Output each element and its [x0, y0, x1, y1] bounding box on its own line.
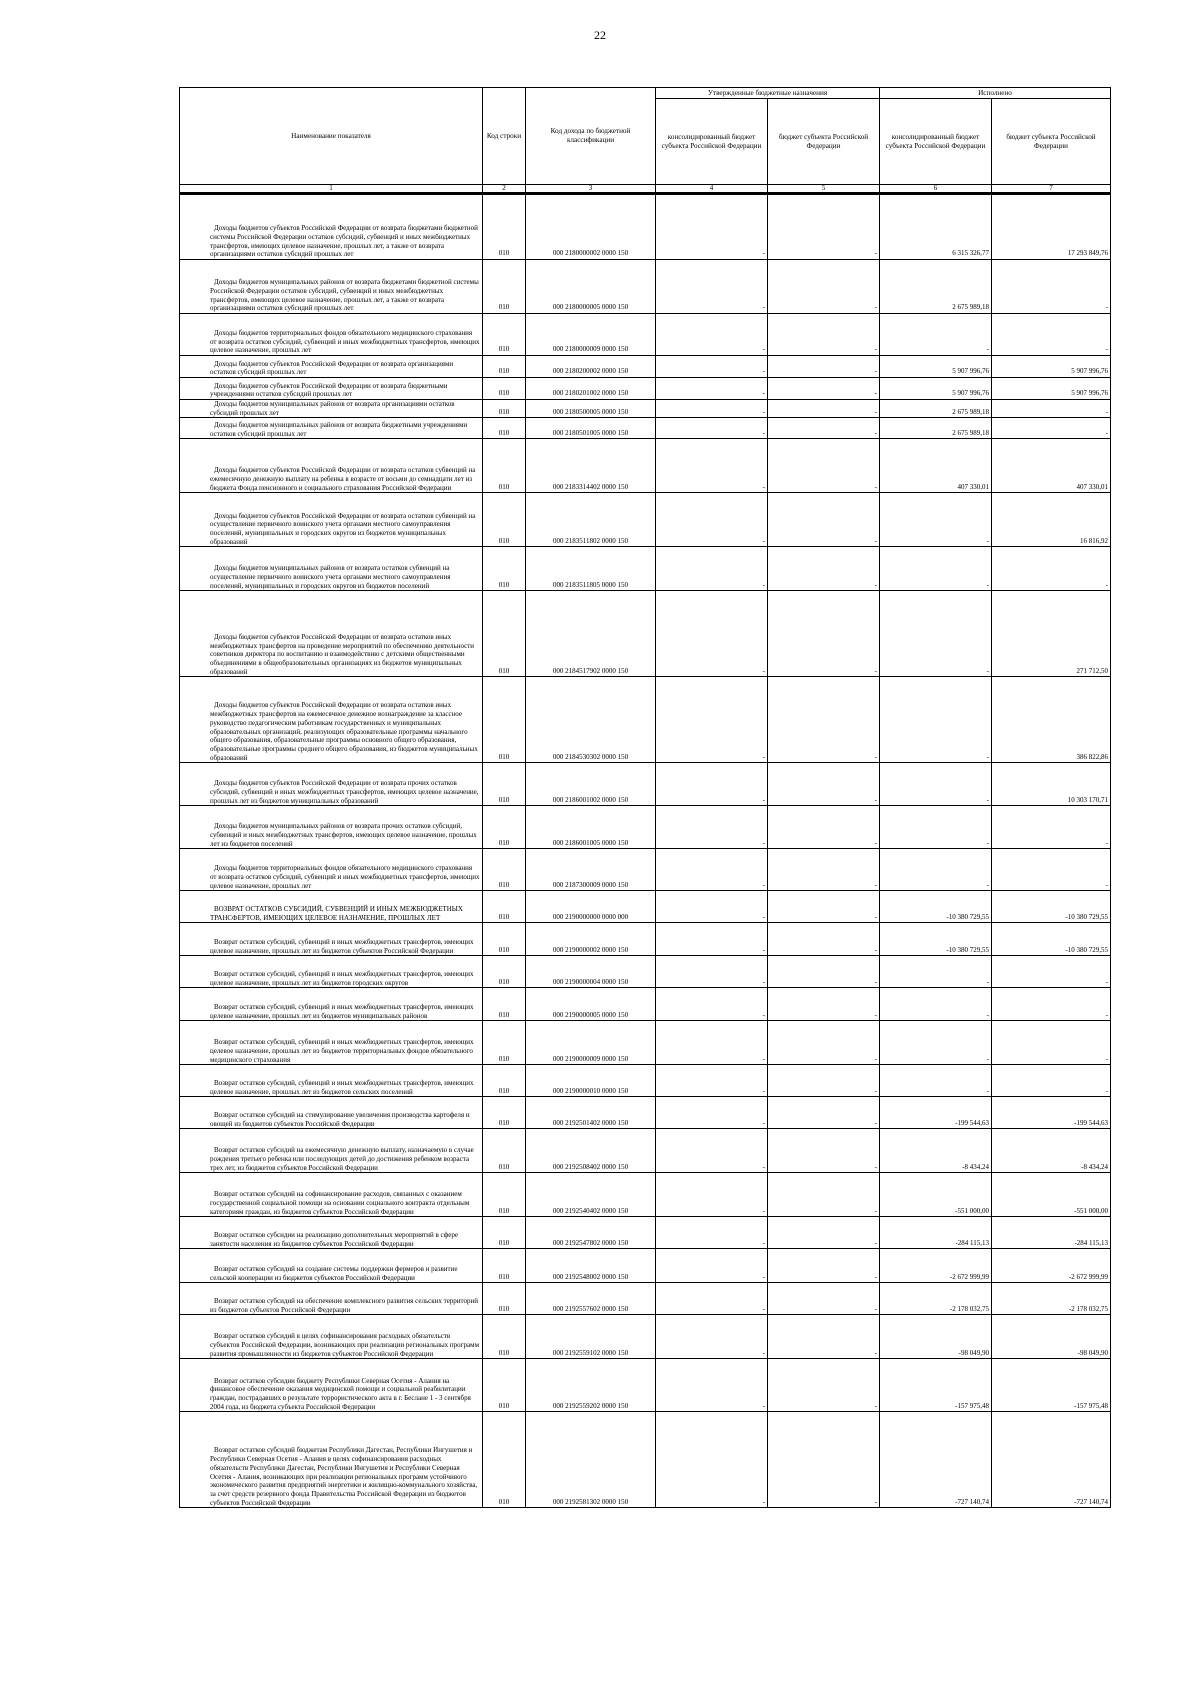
row-name: Доходы бюджетов территориальных фондов обязательного медицинского страхования от возврата остатков субсидий, субвенций и иных межбюджетных трансфертов, имеющих целевое назначение, прошлых лет: [180, 849, 483, 891]
row-executed-subject: 407 330,01: [992, 439, 1111, 493]
row-executed-consolidated: 2 675 989,18: [880, 400, 992, 418]
table-row: [180, 439, 1111, 493]
table-row: [180, 194, 1111, 260]
table-row: [180, 1249, 1111, 1283]
row-approved-subject: -: [768, 988, 880, 1021]
row-approved-consolidated: -: [656, 806, 768, 849]
row-approved-subject: -: [768, 1283, 880, 1315]
row-kbk: 000 2192501402 0000 150: [526, 1097, 656, 1129]
row-approved-consolidated: -: [656, 1359, 768, 1412]
table-row: [180, 1097, 1111, 1129]
row-kbk: 000 2192508402 0000 150: [526, 1129, 656, 1173]
row-name: Доходы бюджетов муниципальных районов от возврата остатков субвенций на осуществление первичного воинского учета органами местного самоуправления поселений, муниципальных и городских округов из бюджетов поселений: [180, 547, 483, 591]
row-approved-consolidated: -: [656, 194, 768, 260]
row-kbk: 000 2190000010 0000 150: [526, 1065, 656, 1097]
row-name: Возврат остатков субсидии бюджету Республики Северная Осетия - Алания на финансовое обеспечение оказания медицинской помощи и социальной реабилитации граждан, пострадавших в результате террористического акта в г. Беслане 1 - 3 сентября 2004 года, из бюджета субъекта Российской Федерации: [180, 1359, 483, 1412]
row-name: Возврат остатков субсидий, субвенций и иных межбюджетных трансфертов, имеющих целевое назначение, прошлых лет из бюджетов городских округов: [180, 956, 483, 988]
row-executed-subject: -: [992, 956, 1111, 988]
row-executed-subject: -: [992, 400, 1111, 418]
row-executed-subject: 17 293 849,76: [992, 194, 1111, 260]
row-name: Возврат остатков субсидий бюджетам Республики Дагестан, Республики Ингушетия и Республики Северная Осетия - Алания в целях софинансирования расходных обязательств Республики Дагестан, Республики Ингушетия и Республики Северная Осетия - Алания, возникающих при реализации региональных программ устойчивого экономического развития предприятий энергетики и жилищно-коммунального хозяйства, за счет средств резервного фонда Правительства Российской Федерации из бюджетов субъектов Российской Федерации: [180, 1412, 483, 1508]
row-line-code: 010: [483, 923, 526, 956]
table-row: [180, 493, 1111, 547]
row-executed-subject: -: [992, 1065, 1111, 1097]
row-approved-subject: -: [768, 763, 880, 806]
row-line-code: 010: [483, 194, 526, 260]
row-executed-consolidated: 407 330,01: [880, 439, 992, 493]
row-approved-consolidated: -: [656, 418, 768, 439]
table-row: [180, 1315, 1111, 1359]
header-approved-consolidated: консолидированный бюджет субъекта Российской Федерации: [656, 99, 768, 185]
row-approved-consolidated: -: [656, 1315, 768, 1359]
row-executed-consolidated: -: [880, 314, 992, 356]
row-line-code: 010: [483, 439, 526, 493]
row-line-code: 010: [483, 677, 526, 763]
row-approved-subject: -: [768, 956, 880, 988]
row-kbk: 000 2180000002 0000 150: [526, 194, 656, 260]
row-name: Возврат остатков субсидий на создание системы поддержки фермеров и развитие сельской кооперации из бюджетов субъектов Российской Федерации: [180, 1249, 483, 1283]
table-row: [180, 378, 1111, 400]
table-row: [180, 1412, 1111, 1508]
row-kbk: 000 2180500005 0000 150: [526, 400, 656, 418]
row-kbk: 000 2183511805 0000 150: [526, 547, 656, 591]
table-row: [180, 400, 1111, 418]
row-executed-consolidated: -199 544,63: [880, 1097, 992, 1129]
row-executed-subject: -: [992, 806, 1111, 849]
row-approved-consolidated: -: [656, 988, 768, 1021]
row-approved-consolidated: -: [656, 1129, 768, 1173]
row-kbk: 000 2184530302 0000 150: [526, 677, 656, 763]
row-approved-subject: -: [768, 260, 880, 314]
row-kbk: 000 2180200002 0000 150: [526, 356, 656, 378]
table-row: [180, 1065, 1111, 1097]
row-approved-subject: -: [768, 1315, 880, 1359]
row-executed-consolidated: -: [880, 849, 992, 891]
table-row: [180, 891, 1111, 923]
row-name: Доходы бюджетов субъектов Российской Федерации от возврата прочих остатков субсидий, субвенций и иных межбюджетных трансфертов, имеющих целевое назначение, прошлых лет из бюджетов муниципальных образований: [180, 763, 483, 806]
row-approved-consolidated: -: [656, 400, 768, 418]
header-executed-consolidated: консолидированный бюджет субъекта Российской Федерации: [880, 99, 992, 185]
row-executed-subject: 5 907 996,76: [992, 378, 1111, 400]
row-approved-consolidated: -: [656, 923, 768, 956]
header-name: Наименование показателя: [180, 88, 483, 185]
row-line-code: 010: [483, 988, 526, 1021]
row-kbk: 000 2187300009 0000 150: [526, 849, 656, 891]
row-approved-subject: -: [768, 806, 880, 849]
row-executed-consolidated: -10 380 729,55: [880, 891, 992, 923]
row-executed-consolidated: -: [880, 591, 992, 677]
row-kbk: 000 2190000005 0000 150: [526, 988, 656, 1021]
table-row: [180, 547, 1111, 591]
row-approved-consolidated: -: [656, 849, 768, 891]
row-kbk: 000 2180501005 0000 150: [526, 418, 656, 439]
row-executed-subject: 5 907 996,76: [992, 356, 1111, 378]
row-name: Доходы бюджетов муниципальных районов от возврата бюджетами бюджетной системы Российской Федерации остатков субсидий, субвенций и иных межбюджетных трансфертов, имеющих целевое назначение, прошлых лет, а также от возврата организациями остатков субсидий прошлых лет: [180, 260, 483, 314]
row-line-code: 010: [483, 400, 526, 418]
row-executed-subject: -98 049,90: [992, 1315, 1111, 1359]
row-line-code: 010: [483, 849, 526, 891]
row-line-code: 010: [483, 891, 526, 923]
row-approved-consolidated: -: [656, 547, 768, 591]
row-approved-subject: -: [768, 356, 880, 378]
row-executed-consolidated: -: [880, 547, 992, 591]
row-name: ВОЗВРАТ ОСТАТКОВ СУБСИДИЙ, СУБВЕНЦИЙ И ИНЫХ МЕЖБЮДЖЕТНЫХ ТРАНСФЕРТОВ, ИМЕЮЩИХ ЦЕЛЕВОЕ НАЗНАЧЕНИЕ, ПРОШЛЫХ ЛЕТ: [180, 891, 483, 923]
row-approved-subject: -: [768, 591, 880, 677]
row-executed-consolidated: 6 315 326,77: [880, 194, 992, 260]
header-executed-subject: бюджет субъекта Российской Федерации: [992, 99, 1111, 185]
row-kbk: 000 2190000004 0000 150: [526, 956, 656, 988]
row-executed-consolidated: -: [880, 806, 992, 849]
table-row: [180, 1283, 1111, 1315]
row-executed-consolidated: 2 675 989,18: [880, 260, 992, 314]
row-line-code: 010: [483, 1217, 526, 1249]
row-approved-subject: -: [768, 194, 880, 260]
row-approved-consolidated: -: [656, 1021, 768, 1065]
row-kbk: 000 2190000009 0000 150: [526, 1021, 656, 1065]
table-row: [180, 806, 1111, 849]
row-line-code: 010: [483, 1283, 526, 1315]
row-name: Возврат остатков субсидий на стимулирование увеличения производства картофеля и овощей из бюджетов субъектов Российской Федерации: [180, 1097, 483, 1129]
row-name: Доходы бюджетов муниципальных районов от возврата бюджетными учреждениями остатков субсидий прошлых лет: [180, 418, 483, 439]
page-number: 22: [594, 28, 606, 42]
row-executed-consolidated: -551 000,00: [880, 1173, 992, 1217]
row-name: Доходы бюджетов субъектов Российской Федерации от возврата остатков субвенций на ежемесячную денежную выплату на ребенка в возрасте от восьми до семнадцати лет из бюджета Фонда пенсионного и социального страхования Российской Федерации: [180, 439, 483, 493]
row-line-code: 010: [483, 1065, 526, 1097]
row-kbk: 000 2180201002 0000 150: [526, 378, 656, 400]
row-executed-consolidated: 2 675 989,18: [880, 418, 992, 439]
row-name: Возврат остатков субсидий на софинансирование расходов, связанных с оказанием государственной социальной помощи на основании социального контракта отдельным категориям граждан, из бюджетов субъектов Российской Федерации: [180, 1173, 483, 1217]
column-number: 3: [526, 185, 656, 194]
row-approved-subject: -: [768, 1249, 880, 1283]
column-number: 5: [768, 185, 880, 194]
row-name: Доходы бюджетов муниципальных районов от возврата прочих остатков субсидий, субвенций и иных межбюджетных трансфертов, имеющих целевое назначение, прошлых лет из бюджетов поселений: [180, 806, 483, 849]
row-executed-subject: -8 434,24: [992, 1129, 1111, 1173]
row-kbk: 000 2180000005 0000 150: [526, 260, 656, 314]
row-approved-subject: -: [768, 1065, 880, 1097]
row-approved-consolidated: -: [656, 378, 768, 400]
row-name: Возврат остатков субсидии на реализацию дополнительных мероприятий в сфере занятости населения из бюджетов субъектов Российской Федерации: [180, 1217, 483, 1249]
row-executed-consolidated: -: [880, 763, 992, 806]
row-executed-subject: -10 380 729,55: [992, 923, 1111, 956]
row-approved-subject: -: [768, 1097, 880, 1129]
row-name: Доходы бюджетов субъектов Российской Федерации от возврата остатков иных межбюджетных трансфертов на ежемесячное денежное вознаграждение за классное руководство педагогическим работникам государственных и муниципальных образовательных организаций, реализующих образовательные программы начального общего образования, образовательные программы основного общего образования, образовательные программы среднего общего образования, из бюджетов муниципальных образований: [180, 677, 483, 763]
row-approved-subject: -: [768, 493, 880, 547]
row-executed-consolidated: -8 434,24: [880, 1129, 992, 1173]
row-executed-subject: -: [992, 849, 1111, 891]
row-approved-consolidated: -: [656, 493, 768, 547]
row-executed-consolidated: -727 140,74: [880, 1412, 992, 1508]
table-row: [180, 956, 1111, 988]
row-line-code: 010: [483, 1249, 526, 1283]
row-name: Доходы бюджетов субъектов Российской Федерации от возврата бюджетными учреждениями остатков субсидий прошлых лет: [180, 378, 483, 400]
row-approved-subject: -: [768, 1217, 880, 1249]
row-line-code: 010: [483, 956, 526, 988]
table-row: [180, 1173, 1111, 1217]
column-number: 6: [880, 185, 992, 194]
table-row: [180, 849, 1111, 891]
row-executed-subject: -: [992, 547, 1111, 591]
table-row: [180, 314, 1111, 356]
table-row: [180, 763, 1111, 806]
table-row: [180, 988, 1111, 1021]
row-kbk: 000 2192559202 0000 150: [526, 1359, 656, 1412]
row-executed-subject: 271 712,50: [992, 591, 1111, 677]
row-line-code: 010: [483, 378, 526, 400]
row-approved-subject: -: [768, 1412, 880, 1508]
row-kbk: 000 2192548002 0000 150: [526, 1249, 656, 1283]
row-approved-consolidated: -: [656, 1249, 768, 1283]
column-number: 2: [483, 185, 526, 194]
row-name: Доходы бюджетов субъектов Российской Федерации от возврата остатков субвенций на осуществление первичного воинского учета органами местного самоуправления поселений, муниципальных и городских округов из бюджетов муниципальных образований: [180, 493, 483, 547]
row-approved-consolidated: -: [656, 891, 768, 923]
row-executed-consolidated: -10 380 729,55: [880, 923, 992, 956]
row-approved-subject: -: [768, 677, 880, 763]
row-executed-consolidated: -284 115,13: [880, 1217, 992, 1249]
row-executed-subject: -284 115,13: [992, 1217, 1111, 1249]
table-row: [180, 1129, 1111, 1173]
row-line-code: 010: [483, 493, 526, 547]
row-line-code: 010: [483, 1315, 526, 1359]
row-kbk: 000 2190000002 0000 150: [526, 923, 656, 956]
row-approved-consolidated: -: [656, 1283, 768, 1315]
row-line-code: 010: [483, 806, 526, 849]
row-executed-consolidated: -: [880, 493, 992, 547]
table-row: [180, 1217, 1111, 1249]
row-name: Доходы бюджетов субъектов Российской Федерации от возврата организациями остатков субсидий прошлых лет: [180, 356, 483, 378]
row-approved-subject: -: [768, 1021, 880, 1065]
row-line-code: 010: [483, 260, 526, 314]
row-kbk: 000 2183511802 0000 150: [526, 493, 656, 547]
row-line-code: 010: [483, 418, 526, 439]
column-number: 4: [656, 185, 768, 194]
row-executed-consolidated: 5 907 996,76: [880, 356, 992, 378]
row-executed-subject: -2 672 999,99: [992, 1249, 1111, 1283]
table-row: [180, 418, 1111, 439]
row-approved-consolidated: -: [656, 356, 768, 378]
row-executed-consolidated: -: [880, 956, 992, 988]
row-approved-consolidated: -: [656, 260, 768, 314]
row-executed-subject: -727 140,74: [992, 1412, 1111, 1508]
row-executed-subject: -10 380 729,55: [992, 891, 1111, 923]
row-executed-consolidated: -: [880, 1065, 992, 1097]
row-approved-subject: -: [768, 1359, 880, 1412]
row-approved-consolidated: -: [656, 314, 768, 356]
row-kbk: 000 2186001005 0000 150: [526, 806, 656, 849]
header-approved-subject: бюджет субъекта Российской Федерации: [768, 99, 880, 185]
row-approved-subject: -: [768, 923, 880, 956]
row-approved-subject: -: [768, 378, 880, 400]
table-row: [180, 1021, 1111, 1065]
row-name: Возврат остатков субсидий, субвенций и иных межбюджетных трансфертов, имеющих целевое назначение, прошлых лет из бюджетов сельских поселений: [180, 1065, 483, 1097]
row-line-code: 010: [483, 763, 526, 806]
table-row: [180, 591, 1111, 677]
row-name: Возврат остатков субсидий, субвенций и иных межбюджетных трансфертов, имеющих целевое назначение, прошлых лет из бюджетов муниципальных районов: [180, 988, 483, 1021]
row-name: Возврат остатков субсидий в целях софинансирования расходных обязательств субъектов Российской Федерации, возникающих при реализации региональных программ развития промышленности из бюджетов субъектов Российской Федерации: [180, 1315, 483, 1359]
row-kbk: 000 2184517902 0000 150: [526, 591, 656, 677]
row-line-code: 010: [483, 1021, 526, 1065]
row-kbk: 000 2192559102 0000 150: [526, 1315, 656, 1359]
row-approved-consolidated: -: [656, 439, 768, 493]
row-executed-subject: -2 178 032,75: [992, 1283, 1111, 1315]
row-name: Доходы бюджетов муниципальных районов от возврата организациями остатков субсидий прошлых лет: [180, 400, 483, 418]
row-line-code: 010: [483, 547, 526, 591]
row-executed-subject: 16 816,92: [992, 493, 1111, 547]
row-approved-consolidated: -: [656, 677, 768, 763]
row-approved-subject: -: [768, 418, 880, 439]
row-executed-subject: -157 975,48: [992, 1359, 1111, 1412]
row-executed-subject: -: [992, 260, 1111, 314]
row-approved-subject: -: [768, 891, 880, 923]
row-name: Доходы бюджетов субъектов Российской Федерации от возврата остатков иных межбюджетных трансфертов на проведение мероприятий по обеспечению деятельности советников директора по воспитанию и взаимодействию с детскими общественными объединениями в общеобразовательных организациях из бюджетов муниципальных образований: [180, 591, 483, 677]
row-executed-subject: -551 000,00: [992, 1173, 1111, 1217]
row-name: Доходы бюджетов субъектов Российской Федерации от возврата бюджетами бюджетной системы Российской Федерации остатков субсидий, субвенций и иных межбюджетных трансфертов, имеющих целевое назначение, прошлых лет, а также от возврата организациями остатков субсидий прошлых лет: [180, 194, 483, 260]
column-number: 1: [180, 185, 483, 194]
row-executed-consolidated: 5 907 996,76: [880, 378, 992, 400]
row-approved-consolidated: -: [656, 1217, 768, 1249]
row-line-code: 010: [483, 591, 526, 677]
row-name: Возврат остатков субсидий, субвенций и иных межбюджетных трансфертов, имеющих целевое назначение, прошлых лет из бюджетов субъектов Российской Федерации: [180, 923, 483, 956]
row-kbk: 000 2183314402 0000 150: [526, 439, 656, 493]
table-row: [180, 356, 1111, 378]
row-executed-subject: -: [992, 314, 1111, 356]
row-approved-subject: -: [768, 1173, 880, 1217]
row-approved-subject: -: [768, 547, 880, 591]
row-line-code: 010: [483, 1173, 526, 1217]
header-group-approved: Утвержденные бюджетные назначения: [656, 88, 880, 99]
row-executed-consolidated: -: [880, 677, 992, 763]
row-name: Доходы бюджетов территориальных фондов обязательного медицинского страхования от возврата остатков субсидий, субвенций и иных межбюджетных трансфертов, имеющих целевое назначение, прошлых лет: [180, 314, 483, 356]
row-kbk: 000 2192557602 0000 150: [526, 1283, 656, 1315]
row-kbk: 000 2192581302 0000 150: [526, 1412, 656, 1508]
row-executed-subject: -: [992, 988, 1111, 1021]
header-group-executed: Исполнено: [880, 88, 1111, 99]
row-executed-consolidated: -2 672 999,99: [880, 1249, 992, 1283]
row-name: Возврат остатков субсидий, субвенций и иных межбюджетных трансфертов, имеющих целевое назначение, прошлых лет из бюджетов территориальных фондов обязательного медицинского страхования: [180, 1021, 483, 1065]
row-line-code: 010: [483, 1129, 526, 1173]
row-executed-consolidated: -: [880, 988, 992, 1021]
row-approved-subject: -: [768, 314, 880, 356]
row-executed-consolidated: -2 178 032,75: [880, 1283, 992, 1315]
row-approved-subject: -: [768, 1129, 880, 1173]
row-executed-subject: -199 544,63: [992, 1097, 1111, 1129]
row-approved-subject: -: [768, 439, 880, 493]
row-approved-consolidated: -: [656, 1065, 768, 1097]
row-executed-consolidated: -98 049,90: [880, 1315, 992, 1359]
row-line-code: 010: [483, 1359, 526, 1412]
row-line-code: 010: [483, 1097, 526, 1129]
header-kbk: Код дохода по бюджетной классификации: [526, 88, 656, 185]
row-kbk: 000 2190000000 0000 000: [526, 891, 656, 923]
row-line-code: 010: [483, 314, 526, 356]
row-name: Возврат остатков субсидий на ежемесячную денежную выплату, назначаемую в случае рождения третьего ребенка или последующих детей до достижения ребенком возраста трех лет, из бюджетов субъектов Российской Федерации: [180, 1129, 483, 1173]
row-approved-subject: -: [768, 400, 880, 418]
row-approved-consolidated: -: [656, 956, 768, 988]
row-approved-consolidated: -: [656, 591, 768, 677]
row-executed-subject: -: [992, 418, 1111, 439]
row-approved-consolidated: -: [656, 763, 768, 806]
row-kbk: 000 2186001002 0000 150: [526, 763, 656, 806]
row-approved-consolidated: -: [656, 1412, 768, 1508]
table-row: [180, 1359, 1111, 1412]
row-approved-subject: -: [768, 849, 880, 891]
row-executed-subject: 386 822,86: [992, 677, 1111, 763]
row-line-code: 010: [483, 356, 526, 378]
row-executed-consolidated: -157 975,48: [880, 1359, 992, 1412]
budget-table: [179, 87, 1110, 1508]
table-row: [180, 260, 1111, 314]
row-approved-consolidated: -: [656, 1173, 768, 1217]
row-name: Возврат остатков субсидий на обеспечение комплексного развития сельских территорий из бюджетов субъектов Российской Федерации: [180, 1283, 483, 1315]
row-kbk: 000 2180000009 0000 150: [526, 314, 656, 356]
table-row: [180, 677, 1111, 763]
row-line-code: 010: [483, 1412, 526, 1508]
table-row: [180, 923, 1111, 956]
row-executed-consolidated: -: [880, 1021, 992, 1065]
header-line-code: Код строки: [483, 88, 526, 185]
row-executed-subject: -: [992, 1021, 1111, 1065]
row-kbk: 000 2192540402 0000 150: [526, 1173, 656, 1217]
row-kbk: 000 2192547802 0000 150: [526, 1217, 656, 1249]
column-number: 7: [992, 185, 1111, 194]
row-approved-consolidated: -: [656, 1097, 768, 1129]
row-executed-subject: 10 303 170,71: [992, 763, 1111, 806]
